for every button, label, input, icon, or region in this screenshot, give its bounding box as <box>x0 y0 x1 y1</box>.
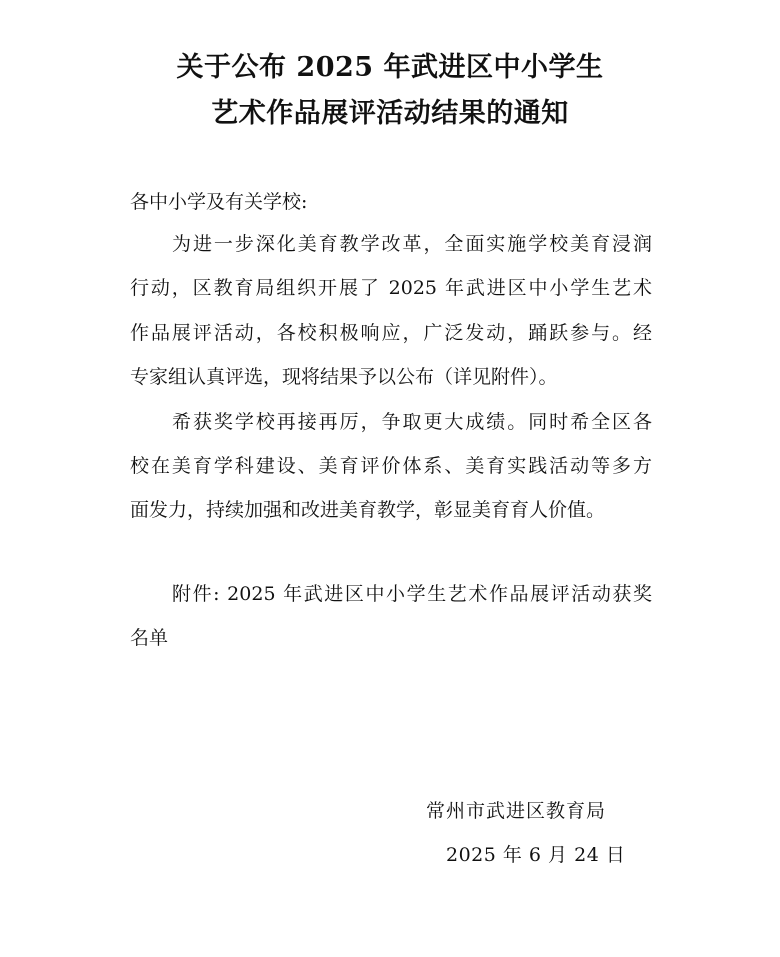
paragraph-1-line-3: 作品展评活动，各校积极响应，广泛发动，踊跃参与。经 <box>130 322 652 344</box>
issue-date: 2025 年 6 月 24 日 <box>446 844 626 866</box>
attachment-line-2: 名单 <box>130 627 169 649</box>
attachment-line-1: 附件: 2025 年武进区中小学生艺术作品展评活动获奖 <box>172 583 652 605</box>
paragraph-2-line-1: 希获奖学校再接再厉，争取更大成绩。同时希全区各 <box>172 411 652 433</box>
paragraph-2-line-3: 面发力，持续加强和改进美育教学，彰显美育育人价值。 <box>130 499 606 521</box>
document-title-line-2: 艺术作品展评活动结果的通知 <box>211 98 569 129</box>
paragraph-2-line-2: 校在美育学科建设、美育评价体系、美育实践活动等多方 <box>130 455 652 477</box>
paragraph-1-line-4: 专家组认真评选，现将结果予以公布（详见附件）。 <box>130 366 558 388</box>
paragraph-1-line-1: 为进一步深化美育教学改革，全面实施学校美育浸润 <box>172 233 652 255</box>
document-title-line-1: 关于公布 2025 年武进区中小学生 <box>176 52 604 83</box>
issuer-signature: 常州市武进区教育局 <box>426 800 607 822</box>
paragraph-1-line-2: 行动，区教育局组织开展了 2025 年武进区中小学生艺术 <box>130 277 652 299</box>
salutation: 各中小学及有关学校: <box>130 191 308 213</box>
